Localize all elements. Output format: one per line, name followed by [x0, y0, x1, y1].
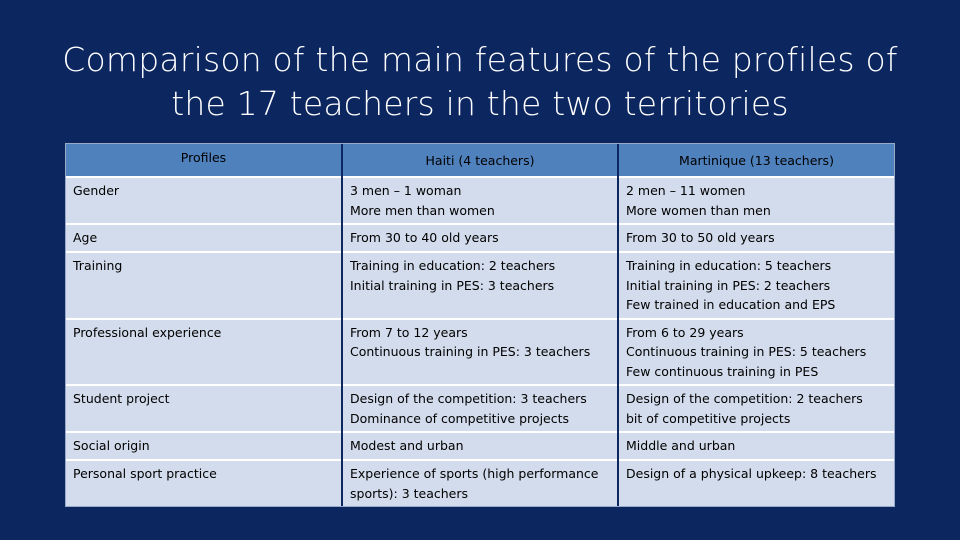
cell-line: Experience of sports (high performance sports): 3 teachers [350, 466, 599, 501]
cell-line: bit of competitive projects [626, 410, 791, 426]
row-label-gender: Gender [66, 177, 342, 224]
slide-title-line-2: the 17 teachers in the two territories [171, 84, 789, 123]
table-row [66, 319, 894, 386]
table-row [66, 224, 894, 252]
row-label-age: Age [66, 224, 342, 252]
row-label-training: Training [66, 252, 342, 319]
cell-haiti-professional-experience [342, 319, 618, 386]
cell-martinique-personal-sport-practice [618, 460, 894, 506]
cell-haiti-age [342, 224, 618, 252]
cell-line: From 30 to 40 old years [350, 230, 499, 245]
table-row [66, 385, 894, 432]
row-label-personal-sport-practice: Personal sport practice [66, 460, 342, 506]
table-row [66, 177, 894, 224]
cell-line: Continuous training in PES: 3 teachers [350, 344, 591, 359]
header-haiti: Haiti (4 teachers) [342, 144, 618, 177]
cell-line: Continuous training in PES: 5 teachers [626, 344, 867, 359]
cell-line: 3 men – 1 woman [350, 183, 462, 198]
cell-line: Training in education: 2 teachers [350, 258, 556, 273]
cell-martinique-age [618, 224, 894, 252]
comparison-table-container [65, 143, 895, 507]
cell-line: More women than men [626, 202, 771, 218]
header-martinique: Martinique (13 teachers) [618, 144, 894, 177]
row-label-student-project: Student project [66, 385, 342, 432]
cell-line: Few continuous training in PES [626, 363, 819, 379]
table-row [66, 252, 894, 319]
cell-haiti-training [342, 252, 618, 319]
header-profiles: Profiles [66, 144, 342, 177]
cell-line: Middle and urban [626, 438, 736, 453]
comparison-table [66, 144, 894, 506]
cell-martinique-professional-experience [618, 319, 894, 386]
cell-martinique-training [618, 252, 894, 319]
cell-line: Design of the competition: 2 teachers [626, 391, 863, 406]
cell-line: Training in education: 5 teachers [626, 258, 832, 273]
cell-line: From 30 to 50 old years [626, 230, 775, 245]
cell-line: From 7 to 12 years [350, 324, 468, 340]
cell-martinique-gender [618, 177, 894, 224]
cell-line: Modest and urban [350, 438, 464, 453]
cell-martinique-social-origin [618, 432, 894, 460]
cell-line: 2 men – 11 women [626, 183, 746, 198]
slide-title [40, 38, 920, 126]
cell-line: Design of the competition: 3 teachers [350, 391, 587, 406]
slide-title-line-1: Comparison of the main features of the profiles of [62, 40, 898, 79]
cell-line: More men than women [350, 202, 495, 218]
cell-haiti-student-project [342, 385, 618, 432]
cell-line: Design of a physical upkeep: 8 teachers [626, 466, 877, 481]
cell-martinique-student-project [618, 385, 894, 432]
row-label-social-origin: Social origin [66, 432, 342, 460]
cell-haiti-personal-sport-practice [342, 460, 618, 506]
cell-line: Initial training in PES: 3 teachers [350, 277, 555, 293]
row-label-professional-experience: Professional experience [66, 319, 342, 386]
cell-line: Dominance of competitive projects [350, 410, 570, 426]
cell-line: Initial training in PES: 2 teachers [626, 277, 831, 293]
cell-haiti-social-origin [342, 432, 618, 460]
cell-haiti-gender [342, 177, 618, 224]
cell-line: From 6 to 29 years [626, 324, 744, 340]
table-row [66, 432, 894, 460]
table-row [66, 460, 894, 506]
table-header-row [66, 144, 894, 177]
cell-line: Few trained in education and EPS [626, 297, 836, 312]
